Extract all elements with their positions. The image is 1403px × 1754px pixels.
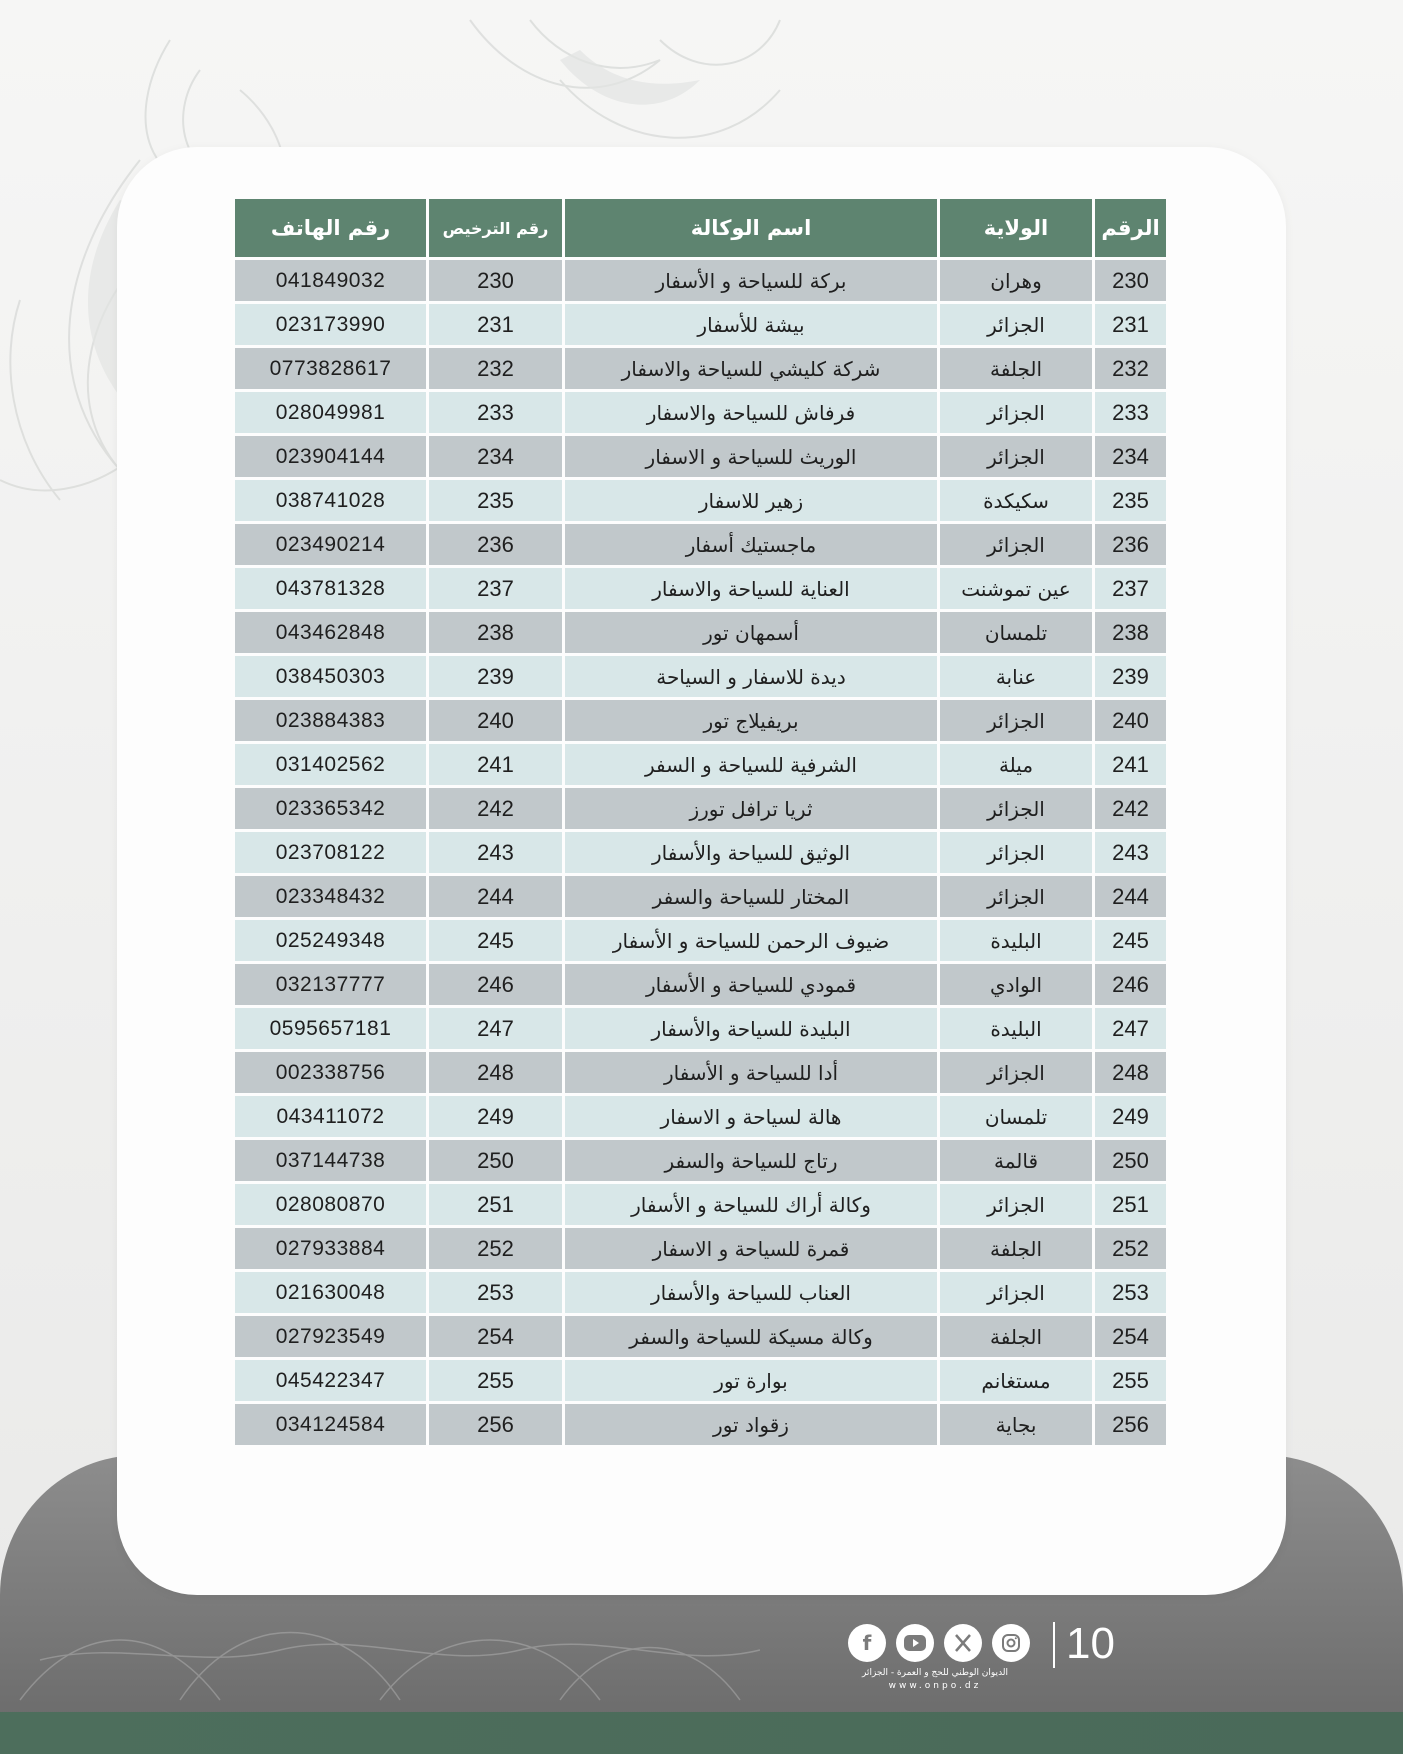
cell-id: 238: [1095, 612, 1166, 653]
carpet-pattern: [0, 1580, 760, 1715]
table-body: [235, 260, 1166, 1445]
cell-id: 245: [1095, 920, 1166, 961]
cell-phone-number: 021630048: [235, 1272, 426, 1313]
table-row: [235, 1140, 1166, 1181]
cell-license-number: 240: [429, 700, 562, 741]
cell-agency-name: بركة للسياحة و الأسفار: [565, 260, 937, 301]
cell-agency-name: وكالة أراك للسياحة و الأسفار: [565, 1184, 937, 1225]
table-row: [235, 1360, 1166, 1401]
table-row: [235, 1272, 1166, 1313]
cell-wilaya: الوادي: [940, 964, 1092, 1005]
table-row: [235, 436, 1166, 477]
cell-agency-name: هالة لسياحة و الاسفار: [565, 1096, 937, 1137]
cell-agency-name: شركة كليشي للسياحة والاسفار: [565, 348, 937, 389]
cell-id: 252: [1095, 1228, 1166, 1269]
cell-agency-name: وكالة مسيكة للسياحة والسفر: [565, 1316, 937, 1357]
cell-license-number: 235: [429, 480, 562, 521]
website-url[interactable]: www.onpo.dz: [888, 1681, 982, 1691]
table-row: [235, 656, 1166, 697]
cell-license-number: 255: [429, 1360, 562, 1401]
table-row: [235, 964, 1166, 1005]
cell-id: 249: [1095, 1096, 1166, 1137]
cell-agency-name: البليدة للسياحة والأسفار: [565, 1008, 937, 1049]
cell-id: 231: [1095, 304, 1166, 345]
cell-license-number: 254: [429, 1316, 562, 1357]
cell-license-number: 232: [429, 348, 562, 389]
cell-id: 250: [1095, 1140, 1166, 1181]
cell-phone-number: 043411072: [235, 1096, 426, 1137]
organization-name: الديوان الوطني للحج و العمرة - الجزائر: [861, 1668, 1009, 1678]
cell-license-number: 247: [429, 1008, 562, 1049]
cell-agency-name: زقواد تور: [565, 1404, 937, 1445]
cell-phone-number: 023708122: [235, 832, 426, 873]
cell-wilaya: الجلفة: [940, 348, 1092, 389]
table-row: [235, 260, 1166, 301]
cell-phone-number: 041849032: [235, 260, 426, 301]
table-row: [235, 612, 1166, 653]
cell-phone-number: 023365342: [235, 788, 426, 829]
header-wilaya: الولاية: [940, 199, 1092, 257]
table-row: [235, 480, 1166, 521]
table-row: [235, 1052, 1166, 1093]
cell-id: 241: [1095, 744, 1166, 785]
cell-agency-name: ماجستيك أسفار: [565, 524, 937, 565]
cell-id: 233: [1095, 392, 1166, 433]
cell-agency-name: زهير للاسفار: [565, 480, 937, 521]
cell-wilaya: مستغانم: [940, 1360, 1092, 1401]
cell-phone-number: 025249348: [235, 920, 426, 961]
x-icon[interactable]: [944, 1624, 982, 1662]
cell-phone-number: 023904144: [235, 436, 426, 477]
cell-license-number: 239: [429, 656, 562, 697]
cell-wilaya: تلمسان: [940, 612, 1092, 653]
table-row: [235, 876, 1166, 917]
cell-license-number: 230: [429, 260, 562, 301]
cell-wilaya: البليدة: [940, 1008, 1092, 1049]
cell-license-number: 244: [429, 876, 562, 917]
cell-wilaya: عنابة: [940, 656, 1092, 697]
cell-id: 246: [1095, 964, 1166, 1005]
cell-wilaya: الجزائر: [940, 392, 1092, 433]
cell-agency-name: الوريث للسياحة و الاسفار: [565, 436, 937, 477]
cell-wilaya: الجزائر: [940, 1052, 1092, 1093]
cell-id: 235: [1095, 480, 1166, 521]
page-number: 10: [1066, 1619, 1115, 1668]
header-id: الرقم: [1095, 199, 1166, 257]
cell-id: 254: [1095, 1316, 1166, 1357]
cell-wilaya: الجزائر: [940, 1184, 1092, 1225]
cell-phone-number: 027923549: [235, 1316, 426, 1357]
table-row: [235, 1228, 1166, 1269]
cell-license-number: 238: [429, 612, 562, 653]
cell-license-number: 241: [429, 744, 562, 785]
cell-license-number: 234: [429, 436, 562, 477]
agencies-table: [232, 196, 1169, 1448]
cell-wilaya: الجزائر: [940, 700, 1092, 741]
cell-agency-name: أدا للسياحة و الأسفار: [565, 1052, 937, 1093]
cell-wilaya: الجزائر: [940, 304, 1092, 345]
table-row: [235, 348, 1166, 389]
cell-wilaya: قالمة: [940, 1140, 1092, 1181]
cell-wilaya: الجلفة: [940, 1316, 1092, 1357]
cell-license-number: 233: [429, 392, 562, 433]
cell-agency-name: قمرة للسياحة و الاسفار: [565, 1228, 937, 1269]
cell-phone-number: 043781328: [235, 568, 426, 609]
cell-phone-number: 023884383: [235, 700, 426, 741]
header-license-number: رقم الترخيص: [429, 199, 562, 257]
cell-agency-name: أسمهان تور: [565, 612, 937, 653]
cell-id: 239: [1095, 656, 1166, 697]
header-phone-number: رقم الهاتف: [235, 199, 426, 257]
cell-wilaya: الجزائر: [940, 436, 1092, 477]
cell-phone-number: 002338756: [235, 1052, 426, 1093]
table-row: [235, 1008, 1166, 1049]
cell-license-number: 252: [429, 1228, 562, 1269]
table-row: [235, 1096, 1166, 1137]
cell-wilaya: عين تموشنت: [940, 568, 1092, 609]
cell-id: 243: [1095, 832, 1166, 873]
table-row: [235, 920, 1166, 961]
cell-id: 256: [1095, 1404, 1166, 1445]
table-row: [235, 1316, 1166, 1357]
cell-id: 236: [1095, 524, 1166, 565]
cell-id: 237: [1095, 568, 1166, 609]
cell-agency-name: بوارة تور: [565, 1360, 937, 1401]
youtube-icon[interactable]: [896, 1624, 934, 1662]
cell-agency-name: المختار للسياحة والسفر: [565, 876, 937, 917]
cell-id: 248: [1095, 1052, 1166, 1093]
table-row: [235, 568, 1166, 609]
table-header-row: [235, 199, 1166, 257]
cell-phone-number: 028080870: [235, 1184, 426, 1225]
cell-phone-number: 023173990: [235, 304, 426, 345]
cell-wilaya: الجزائر: [940, 788, 1092, 829]
cell-license-number: 245: [429, 920, 562, 961]
cell-license-number: 242: [429, 788, 562, 829]
cell-phone-number: 045422347: [235, 1360, 426, 1401]
cell-phone-number: 028049981: [235, 392, 426, 433]
cell-agency-name: العناب للسياحة والأسفار: [565, 1272, 937, 1313]
cell-license-number: 249: [429, 1096, 562, 1137]
cell-wilaya: وهران: [940, 260, 1092, 301]
cell-id: 251: [1095, 1184, 1166, 1225]
footer-bar: [0, 1712, 1403, 1754]
cell-agency-name: فرفاش للسياحة والاسفار: [565, 392, 937, 433]
cell-phone-number: 023490214: [235, 524, 426, 565]
cell-agency-name: رتاج للسياحة والسفر: [565, 1140, 937, 1181]
cell-agency-name: ضيوف الرحمن للسياحة و الأسفار: [565, 920, 937, 961]
cell-wilaya: بجاية: [940, 1404, 1092, 1445]
table-row: [235, 524, 1166, 565]
social-links: [848, 1624, 1030, 1664]
cell-phone-number: 038741028: [235, 480, 426, 521]
cell-wilaya: الجلفة: [940, 1228, 1092, 1269]
cell-agency-name: بريفيلاج تور: [565, 700, 937, 741]
table-row: [235, 304, 1166, 345]
facebook-icon[interactable]: f: [848, 1624, 886, 1662]
cell-id: 255: [1095, 1360, 1166, 1401]
cell-license-number: 231: [429, 304, 562, 345]
cell-phone-number: 037144738: [235, 1140, 426, 1181]
cell-license-number: 237: [429, 568, 562, 609]
cell-phone-number: 034124584: [235, 1404, 426, 1445]
cell-phone-number: 0773828617: [235, 348, 426, 389]
cell-wilaya: ميلة: [940, 744, 1092, 785]
cell-phone-number: 043462848: [235, 612, 426, 653]
cell-license-number: 250: [429, 1140, 562, 1181]
cell-id: 244: [1095, 876, 1166, 917]
cell-license-number: 246: [429, 964, 562, 1005]
cell-id: 230: [1095, 260, 1166, 301]
cell-wilaya: البليدة: [940, 920, 1092, 961]
header-agency-name: اسم الوكالة: [565, 199, 937, 257]
cell-agency-name: بيشة للأسفار: [565, 304, 937, 345]
cell-wilaya: الجزائر: [940, 524, 1092, 565]
table-row: [235, 1184, 1166, 1225]
cell-id: 240: [1095, 700, 1166, 741]
cell-license-number: 253: [429, 1272, 562, 1313]
table-row: [235, 744, 1166, 785]
footer-divider: [1053, 1622, 1055, 1668]
cell-license-number: 256: [429, 1404, 562, 1445]
table-row: [235, 392, 1166, 433]
cell-id: 253: [1095, 1272, 1166, 1313]
table-row: [235, 832, 1166, 873]
cell-id: 247: [1095, 1008, 1166, 1049]
cell-wilaya: الجزائر: [940, 876, 1092, 917]
table-row: [235, 700, 1166, 741]
cell-phone-number: 027933884: [235, 1228, 426, 1269]
cell-phone-number: 038450303: [235, 656, 426, 697]
cell-agency-name: الشرفية للسياحة و السفر: [565, 744, 937, 785]
table-row: [235, 1404, 1166, 1445]
cell-license-number: 243: [429, 832, 562, 873]
cell-phone-number: 023348432: [235, 876, 426, 917]
cell-id: 234: [1095, 436, 1166, 477]
cell-wilaya: تلمسان: [940, 1096, 1092, 1137]
cell-wilaya: الجزائر: [940, 832, 1092, 873]
cell-wilaya: سكيكدة: [940, 480, 1092, 521]
cell-phone-number: 031402562: [235, 744, 426, 785]
cell-agency-name: الوثيق للسياحة والأسفار: [565, 832, 937, 873]
table-row: [235, 788, 1166, 829]
cell-license-number: 248: [429, 1052, 562, 1093]
cell-wilaya: الجزائر: [940, 1272, 1092, 1313]
instagram-icon[interactable]: [992, 1624, 1030, 1662]
cell-agency-name: قمودي للسياحة و الأسفار: [565, 964, 937, 1005]
cell-license-number: 236: [429, 524, 562, 565]
cell-license-number: 251: [429, 1184, 562, 1225]
cell-id: 232: [1095, 348, 1166, 389]
cell-agency-name: ثريا ترافل تورز: [565, 788, 937, 829]
cell-agency-name: ديدة للاسفار و السياحة: [565, 656, 937, 697]
cell-id: 242: [1095, 788, 1166, 829]
cell-phone-number: 032137777: [235, 964, 426, 1005]
cell-phone-number: 0595657181: [235, 1008, 426, 1049]
cell-agency-name: العناية للسياحة والاسفار: [565, 568, 937, 609]
